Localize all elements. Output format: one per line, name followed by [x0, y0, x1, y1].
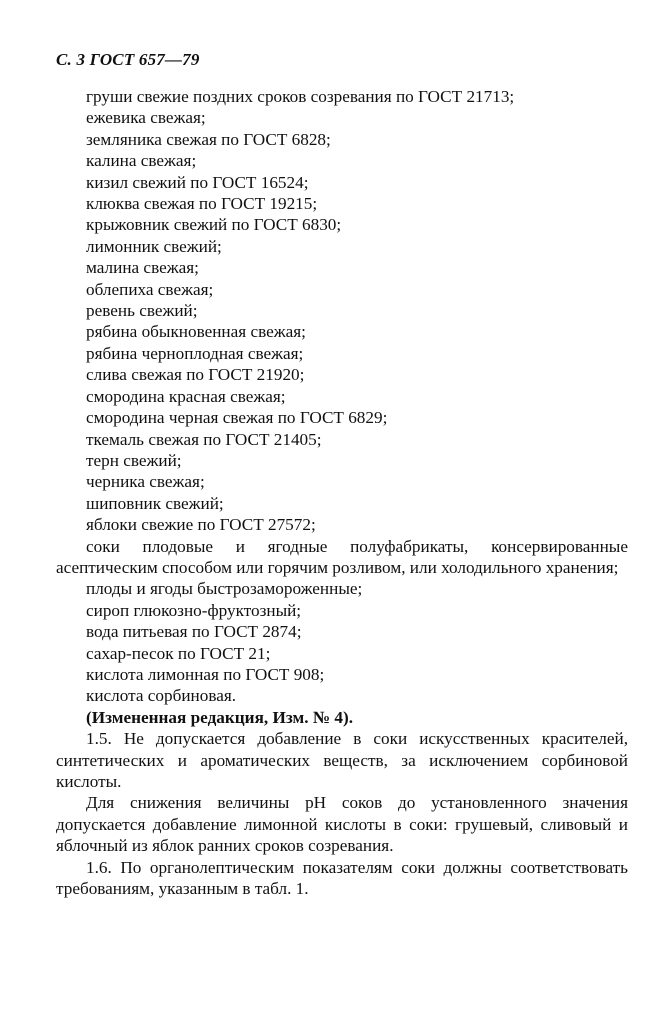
list-item: груши свежие поздних сроков созревания по ГОСТ 21713; [86, 87, 515, 106]
list-item: малина свежая; [86, 258, 199, 278]
list-item: рябина черноплодная свежая; [86, 343, 304, 363]
list-item: ежевика свежая; [86, 108, 206, 128]
list-item: терн свежий; [86, 450, 182, 470]
list-item: плоды и ягоды быстрозамороженные; [86, 579, 363, 599]
clause-1-6: 1.6. По органолептическим показателям соки должны соответствовать требованиям, указанным в табл. 1. [56, 857, 628, 899]
list-item: сироп глюкозно-фруктозный; [86, 600, 302, 620]
list-item: клюква свежая по ГОСТ 19215; [86, 194, 318, 214]
amendment-note: (Измененная редакция, Изм. № 4). [86, 707, 353, 727]
list-item: облепиха свежая; [86, 279, 214, 299]
list-item: смородина красная свежая; [86, 386, 286, 406]
list-item: черника свежая; [86, 472, 205, 492]
page-header: С. 3 ГОСТ 657—79 [56, 50, 200, 69]
list-item: сахар-песок по ГОСТ 21; [86, 643, 271, 663]
page-content [56, 86, 628, 899]
ingredients-list-b [56, 578, 628, 706]
list-item: крыжовник свежий по ГОСТ 6830; [86, 215, 342, 235]
list-item: шиповник свежий; [86, 493, 224, 513]
juices-paragraph: соки плодовые и ягодные полуфабрикаты, консервированные асептическим способом или горячим розливом, или холодильного хранения; [56, 536, 628, 577]
list-item: яблоки свежие по ГОСТ 27572; [86, 515, 316, 535]
list-item: вода питьевая по ГОСТ 2874; [86, 622, 302, 642]
list-item: ткемаль свежая по ГОСТ 21405; [86, 429, 322, 449]
list-item: смородина черная свежая по ГОСТ 6829; [86, 408, 388, 428]
list-item: слива свежая по ГОСТ 21920; [86, 365, 305, 385]
clause-1-5: 1.5. Не допускается добавление в соки искусственных красителей, синтетических и ароматических веществ, за исключением сорбиновой кислоты. [56, 729, 628, 791]
list-item: кизил свежий по ГОСТ 16524; [86, 172, 309, 192]
list-item: ревень свежий; [86, 301, 198, 321]
list-item: кислота лимонная по ГОСТ 908; [86, 664, 325, 684]
ph-paragraph: Для снижения величины pH соков до установленного значения допускается добавление лимонной кислоты в соки: грушевый, сливовый и яблочный из яблок ранних сроков созревания. [56, 793, 628, 856]
list-item: рябина обыкновенная свежая; [86, 322, 306, 342]
list-item: лимонник свежий; [86, 236, 222, 256]
list-item: земляника свежая по ГОСТ 6828; [86, 129, 331, 149]
list-item: калина свежая; [86, 151, 197, 171]
ingredients-list-a [56, 86, 628, 536]
list-item: кислота сорбиновая. [86, 686, 237, 706]
